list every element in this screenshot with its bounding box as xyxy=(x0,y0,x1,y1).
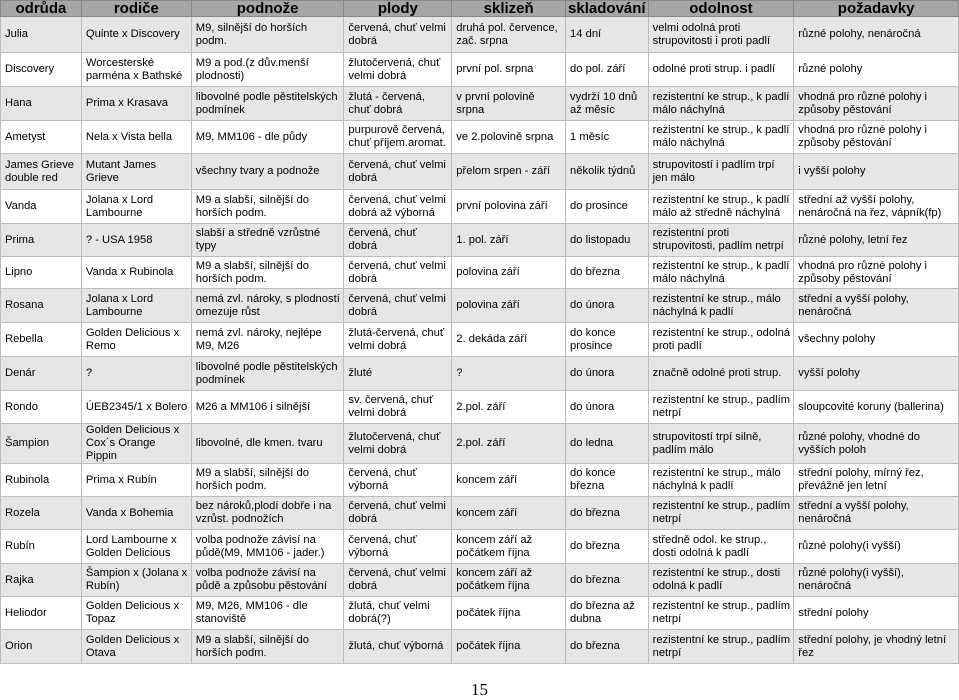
table-cell: nemá zvl. nároky, s plodností omezuje růst xyxy=(191,289,344,323)
variety-name-cell: Rozela xyxy=(1,497,82,530)
variety-name-cell: Julia xyxy=(1,17,82,53)
table-cell: Jolana x Lord Lambourne xyxy=(81,289,191,323)
variety-name-cell: Rondo xyxy=(1,391,82,424)
header-cell: požadavky xyxy=(794,1,959,17)
table-cell: koncem září až počátkem října xyxy=(452,530,566,564)
table-cell: M9, MM106 - dle půdy xyxy=(191,121,344,154)
table-cell: M9 a pod.(z dův.menší plodnosti) xyxy=(191,53,344,87)
table-cell: žlutočervená, chuť velmi dobrá xyxy=(344,53,452,87)
variety-name-cell: Hana xyxy=(1,87,82,121)
table-cell: rezistentní ke strup., k padlí málo náchylná xyxy=(648,257,794,289)
table-cell: různé polohy(i vyšší), nenáročná xyxy=(794,564,959,597)
table-cell: volba podnože závisí na půdě(M9, MM106 - jader.) xyxy=(191,530,344,564)
table-cell: žluté xyxy=(344,357,452,391)
variety-name-cell: Šampion xyxy=(1,424,82,464)
table-cell: nemá zvl. nároky, nejlépe M9, M26 xyxy=(191,323,344,357)
table-cell: střední až vyšší polohy, nenáročná na řez, vápník(fp) xyxy=(794,190,959,224)
table-cell: různé polohy, nenáročná xyxy=(794,17,959,53)
table-cell: volba podnože závisí na půdě a způsobu pěstování xyxy=(191,564,344,597)
table-cell: do března až dubna xyxy=(566,597,649,630)
table-cell: 1. pol. září xyxy=(452,224,566,257)
table-cell: sv. červená, chuť velmi dobrá xyxy=(344,391,452,424)
table-cell: M26 a MM106 i silnější xyxy=(191,391,344,424)
table-row xyxy=(1,357,959,391)
table-cell: libovolné podle pěstitelských podmínek xyxy=(191,87,344,121)
table-cell: rezistentní ke strup., málo náchylná k padlí xyxy=(648,464,794,497)
variety-name-cell: Rebella xyxy=(1,323,82,357)
table-cell: první pol. srpna xyxy=(452,53,566,87)
table-cell: polovina září xyxy=(452,289,566,323)
table-cell: rezistentní ke strup., padlím netrpí xyxy=(648,497,794,530)
table-cell: M9 a slabší, silnější do horších podm. xyxy=(191,257,344,289)
table-cell: značně odolné proti strup. xyxy=(648,357,794,391)
table-cell: purpurově červená, chuť příjem.aromat. xyxy=(344,121,452,154)
table-row xyxy=(1,289,959,323)
table-cell: do března xyxy=(566,630,649,664)
table-cell: do pol. září xyxy=(566,53,649,87)
table-cell: do února xyxy=(566,289,649,323)
table-cell: Lord Lambourne x Golden Delicious xyxy=(81,530,191,564)
table-cell: rezistentní ke strup., k padlí málo až středně náchylná xyxy=(648,190,794,224)
table-cell: M9 a slabší, silnější do horších podm. xyxy=(191,464,344,497)
table-cell: slabší a středně vzrůstné typy xyxy=(191,224,344,257)
table-cell: koncem září xyxy=(452,464,566,497)
table-cell: 2.pol. září xyxy=(452,391,566,424)
table-row xyxy=(1,224,959,257)
table-cell: polovina září xyxy=(452,257,566,289)
table-cell: rezistentní ke strup., odolná proti padlí xyxy=(648,323,794,357)
table-cell: M9, M26, MM106 - dle stanoviště xyxy=(191,597,344,630)
table-cell: bez nároků,plodí dobře i na vzrůst. podnožích xyxy=(191,497,344,530)
table-row xyxy=(1,630,959,664)
table-cell: do března xyxy=(566,564,649,597)
header-row xyxy=(1,1,959,17)
table-row xyxy=(1,154,959,190)
table-cell: rezistentní ke strup., málo náchylná k padlí xyxy=(648,289,794,323)
table-cell: strupovitostí i padlím trpí jen málo xyxy=(648,154,794,190)
table-cell: vyšší polohy xyxy=(794,357,959,391)
table-cell: červená, chuť velmi dobrá až výborná xyxy=(344,190,452,224)
table-cell: rezistentní ke strup., padlím netrpí xyxy=(648,630,794,664)
table-cell: do února xyxy=(566,357,649,391)
table-cell: do března xyxy=(566,497,649,530)
variety-name-cell: Rubín xyxy=(1,530,82,564)
table-row xyxy=(1,257,959,289)
table-cell: Prima x Rubín xyxy=(81,464,191,497)
table-row xyxy=(1,87,959,121)
table-cell: červená, chuť velmi dobrá xyxy=(344,257,452,289)
table-cell: střední polohy, je vhodný letní řez xyxy=(794,630,959,664)
table-cell: počátek října xyxy=(452,597,566,630)
table-cell: i vyšší polohy xyxy=(794,154,959,190)
table-cell: Vanda x Bohemia xyxy=(81,497,191,530)
header-cell: odrůda xyxy=(1,1,82,17)
table-row xyxy=(1,323,959,357)
table-row xyxy=(1,121,959,154)
header-cell: podnože xyxy=(191,1,344,17)
table-cell: první polovina září xyxy=(452,190,566,224)
table-cell: Golden Delicious x Remo xyxy=(81,323,191,357)
table-cell: Mutant James Grieve xyxy=(81,154,191,190)
table-cell: žlutá-červená, chuť velmi dobrá xyxy=(344,323,452,357)
table-cell: různé polohy, letní řez xyxy=(794,224,959,257)
table-row xyxy=(1,53,959,87)
table-cell: střední polohy xyxy=(794,597,959,630)
table-row xyxy=(1,190,959,224)
table-cell: červená, chuť velmi dobrá xyxy=(344,497,452,530)
table-cell: Golden Delicious x Otava xyxy=(81,630,191,664)
table-cell: 2. dekáda září xyxy=(452,323,566,357)
table-cell: koncem září xyxy=(452,497,566,530)
page-number: 15 xyxy=(471,680,488,699)
table-cell: do března xyxy=(566,257,649,289)
table-cell: do března xyxy=(566,530,649,564)
table-cell: Worcesterské parména x Bathské xyxy=(81,53,191,87)
table-cell: střední polohy, mírný řez, převážně jen letní xyxy=(794,464,959,497)
table-cell: vhodná pro různé polohy i způsoby pěstování xyxy=(794,257,959,289)
table-cell: vhodná pro různé polohy i způsoby pěstování xyxy=(794,87,959,121)
table-row xyxy=(1,597,959,630)
table-cell: druhá pol. července, zač. srpna xyxy=(452,17,566,53)
table-cell: libovolné, dle kmen. tvaru xyxy=(191,424,344,464)
table-cell: vydrží 10 dnů až měsíc xyxy=(566,87,649,121)
table-cell: 1 měsíc xyxy=(566,121,649,154)
header-cell: sklizeň xyxy=(452,1,566,17)
table-cell: rezistentní ke strup., k padlí málo náchylná xyxy=(648,87,794,121)
table-cell: vhodná pro různé polohy i způsoby pěstování xyxy=(794,121,959,154)
table-cell: sloupcovité koruny (ballerina) xyxy=(794,391,959,424)
table-cell: rezistentní ke strup., padlím netrpí xyxy=(648,391,794,424)
table-cell: M9 a slabší, silnější do horších podm. xyxy=(191,190,344,224)
table-cell: ? xyxy=(452,357,566,391)
variety-name-cell: James Grieve double red xyxy=(1,154,82,190)
table-cell: středně odol. ke strup., dosti odolná k padlí xyxy=(648,530,794,564)
table-cell: různé polohy(i vyšší) xyxy=(794,530,959,564)
table-cell: strupovitostí trpí silně, padlím málo xyxy=(648,424,794,464)
table-row xyxy=(1,17,959,53)
table-cell: Jolana x Lord Lambourne xyxy=(81,190,191,224)
variety-name-cell: Heliodor xyxy=(1,597,82,630)
variety-name-cell: Rosana xyxy=(1,289,82,323)
table-cell: libovolné podle pěstitelských podmínek xyxy=(191,357,344,391)
table-cell: červená, chuť dobrá xyxy=(344,224,452,257)
table-cell: 2.pol. září xyxy=(452,424,566,464)
table-cell: Nela x Vista bella xyxy=(81,121,191,154)
table-cell: červená, chuť velmi dobrá xyxy=(344,17,452,53)
table-cell: červená, chuť výborná xyxy=(344,464,452,497)
table-cell: rezistentní ke strup., padlím netrpí xyxy=(648,597,794,630)
table-cell: přelom srpen - září xyxy=(452,154,566,190)
table-cell: koncem září až počátkem října xyxy=(452,564,566,597)
table-cell: do prosince xyxy=(566,190,649,224)
table-cell: rezistentní ke strup., k padlí málo náchylná xyxy=(648,121,794,154)
table-cell: střední a vyšší polohy, nenáročná xyxy=(794,497,959,530)
variety-name-cell: Rajka xyxy=(1,564,82,597)
table-cell: všechny polohy xyxy=(794,323,959,357)
table-cell: Golden Delicious x Topaz xyxy=(81,597,191,630)
table-cell: odolné proti strup. i padlí xyxy=(648,53,794,87)
table-cell: 14 dní xyxy=(566,17,649,53)
table-cell: několik týdnů xyxy=(566,154,649,190)
variety-name-cell: Prima xyxy=(1,224,82,257)
table-cell: M9 a slabší, silnější do horších podm. xyxy=(191,630,344,664)
table-cell: do ledna xyxy=(566,424,649,464)
table-cell: červená, chuť velmi dobrá xyxy=(344,289,452,323)
table-cell: do listopadu xyxy=(566,224,649,257)
table-cell: do konce prosince xyxy=(566,323,649,357)
table-cell: v první polovině srpna xyxy=(452,87,566,121)
table-cell: Golden Delicious x Cox´s Orange Pippin xyxy=(81,424,191,464)
table-cell: ? xyxy=(81,357,191,391)
variety-name-cell: Ametyst xyxy=(1,121,82,154)
table-cell: počátek října xyxy=(452,630,566,664)
table-row xyxy=(1,497,959,530)
table-cell: různé polohy xyxy=(794,53,959,87)
variety-name-cell: Discovery xyxy=(1,53,82,87)
table-cell: různé polohy, vhodné do vyšších poloh xyxy=(794,424,959,464)
table-row xyxy=(1,424,959,464)
table-cell: Vanda x Rubinola xyxy=(81,257,191,289)
table-cell: červená, chuť velmi dobrá xyxy=(344,154,452,190)
header-cell: plody xyxy=(344,1,452,17)
table-cell: Quinte x Discovery xyxy=(81,17,191,53)
table-cell: střední a vyšší polohy, nenáročná xyxy=(794,289,959,323)
table-cell: všechny tvary a podnože xyxy=(191,154,344,190)
table-row xyxy=(1,464,959,497)
table-cell: rezistentní proti strupovitosti, padlím netrpí xyxy=(648,224,794,257)
table-cell: žlutá, chuť výborná xyxy=(344,630,452,664)
table-cell: Prima x Krasava xyxy=(81,87,191,121)
table-cell: do konce března xyxy=(566,464,649,497)
table-row xyxy=(1,391,959,424)
variety-name-cell: Lipno xyxy=(1,257,82,289)
table-cell: žlutá - červená, chuť dobrá xyxy=(344,87,452,121)
table-cell: ? - USA 1958 xyxy=(81,224,191,257)
table-row xyxy=(1,564,959,597)
variety-name-cell: Denár xyxy=(1,357,82,391)
table-cell: červená, chuť velmi dobrá xyxy=(344,564,452,597)
table-cell: žlutočervená, chuť velmi dobrá xyxy=(344,424,452,464)
variety-name-cell: Orion xyxy=(1,630,82,664)
table-cell: ve 2.polovině srpna xyxy=(452,121,566,154)
header-cell: rodiče xyxy=(81,1,191,17)
table-cell: červená, chuť výborná xyxy=(344,530,452,564)
table-cell: M9, silnější do horších podm. xyxy=(191,17,344,53)
table-cell: ÚEB2345/1 x Bolero xyxy=(81,391,191,424)
variety-name-cell: Rubinola xyxy=(1,464,82,497)
table-row xyxy=(1,530,959,564)
table-cell: Šampion x (Jolana x Rubín) xyxy=(81,564,191,597)
table-cell: rezistentní ke strup., dosti odolná k padlí xyxy=(648,564,794,597)
table-cell: velmi odolná proti strupovitosti i proti padlí xyxy=(648,17,794,53)
table-cell: žlutá, chuť velmi dobrá(?) xyxy=(344,597,452,630)
header-cell: skladování xyxy=(566,1,649,17)
table-cell: do února xyxy=(566,391,649,424)
header-cell: odolnost xyxy=(648,1,794,17)
variety-name-cell: Vanda xyxy=(1,190,82,224)
